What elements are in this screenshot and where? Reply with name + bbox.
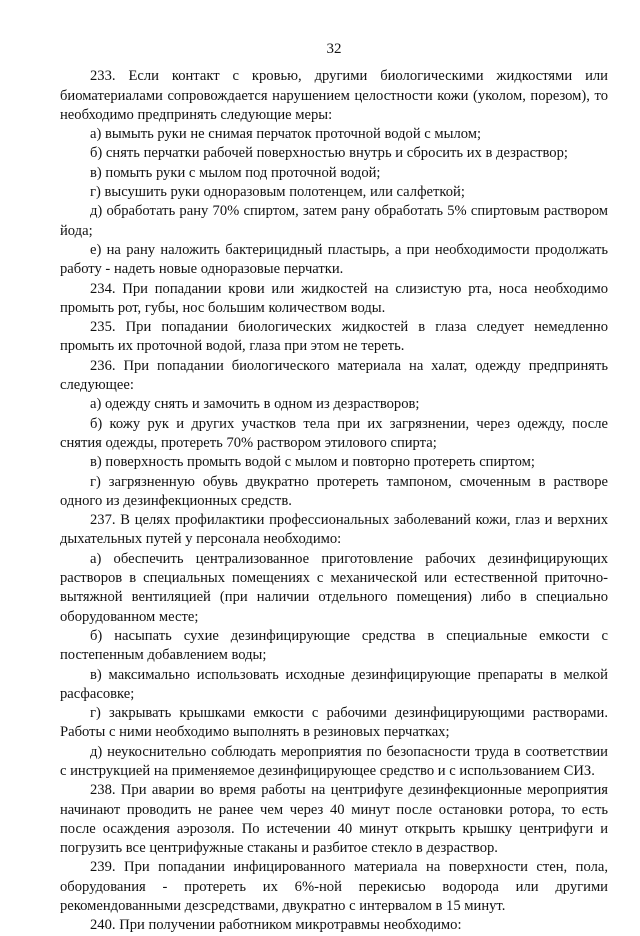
list-item-237-a: а) обеспечить централизованное приготовление рабочих дезинфицирующих растворов в специальных помещениях с механической или естественной приточно-вытяжной вентиляцией (при наличии отдельного помещения) либо в специально оборудованном месте; bbox=[60, 550, 608, 625]
paragraph-237: 237. В целях профилактики профессиональных заболеваний кожи, глаз и верхних дыхательных путей у персонала необходимо: bbox=[60, 512, 608, 548]
list-item-233-d: г) высушить руки одноразовым полотенцем, или салфеткой; bbox=[90, 184, 465, 201]
list-item-233-b: б) снять перчатки рабочей поверхностью внутрь и сбросить их в дезраствор; bbox=[90, 145, 568, 162]
paragraph-236: 236. При попадании биологического материала на халат, одежду предпринять следующее: bbox=[60, 357, 608, 394]
list-item-237-b: б) насыпать сухие дезинфицирующие средства в специальные емкости с постепенным добавлением воды; bbox=[60, 627, 608, 664]
list-item-236-c: в) поверхность промыть водой с мылом и повторно протереть спиртом; bbox=[90, 454, 535, 471]
paragraph-240: 240. При получении работником микротравмы необходимо: bbox=[90, 917, 462, 934]
document-body bbox=[60, 67, 608, 935]
paragraph-238: 238. При аварии во время работы на центрифуге дезинфекционные мероприятия начинают проводить не ранее чем через 40 минут после остановки ротора, то есть после осаждения аэрозоля. По истечении 40 минут открыть крышку центрифуги и погрузить все центрифужные стаканы и разбитое стекло в дезраствор. bbox=[60, 782, 608, 857]
page-number: 32 bbox=[326, 41, 342, 57]
paragraph-234: 234. При попадании крови или жидкостей на слизистую рта, носа необходимо промыть рот, губы, нос большим количеством воды. bbox=[60, 280, 608, 316]
list-item-236-a: а) одежду снять и замочить в одном из дезрастворов; bbox=[90, 396, 420, 413]
list-item-237-e: д) неукоснительно соблюдать мероприятия по безопасности труда в соответствии с инструкцией на применяемое дезинфицирующее средство и с использованием СИЗ. bbox=[60, 743, 608, 779]
list-item-233-a: а) вымыть руки не снимая перчаток проточной водой с мылом; bbox=[90, 126, 482, 143]
list-item-233-f: е) на рану наложить бактерицидный пластырь, а при необходимости продолжать работу - надеть новые одноразовые перчатки. bbox=[60, 241, 608, 278]
list-item-237-d: г) закрывать крышками емкости с рабочими дезинфицирующими растворами. Работы с ними необходимо выполнять в резиновых перчатках; bbox=[60, 705, 608, 741]
paragraph-235: 235. При попадании биологических жидкостей в глаза следует немедленно промыть их проточной водой, глаза при этом не тереть. bbox=[60, 319, 608, 355]
list-item-236-d: г) загрязненную обувь двукратно протереть тампоном, смоченным в растворе одного из дезинфекционных средств. bbox=[60, 473, 608, 509]
paragraph-239: 239. При попадании инфицированного материала на поверхности стен, пола, оборудования - протереть их 6%-ной перекисью водорода или другими рекомендованными дезсредствами, двукратно с интервалом в 15 минут. bbox=[60, 859, 608, 915]
list-item-236-b: б) кожу рук и других участков тела при их загрязнении, через одежду, после снятия одежды, протереть 70% раствором этилового спирта; bbox=[60, 415, 608, 451]
document-page bbox=[60, 40, 608, 936]
list-item-237-c: в) максимально использовать исходные дезинфицирующие препараты в мелкой расфасовке; bbox=[60, 666, 608, 702]
list-item-233-c: в) помыть руки с мылом под проточной водой; bbox=[90, 164, 381, 181]
paragraph-233: 233. Если контакт с кровью, другими биологическими жидкостями или биоматериалами сопровождается нарушением целостности кожи (уколом, порезом), то необходимо предпринять следующие меры: bbox=[60, 68, 608, 123]
list-item-233-e: д) обработать рану 70% спиртом, затем рану обработать 5% спиртовым раствором йода; bbox=[60, 203, 608, 239]
